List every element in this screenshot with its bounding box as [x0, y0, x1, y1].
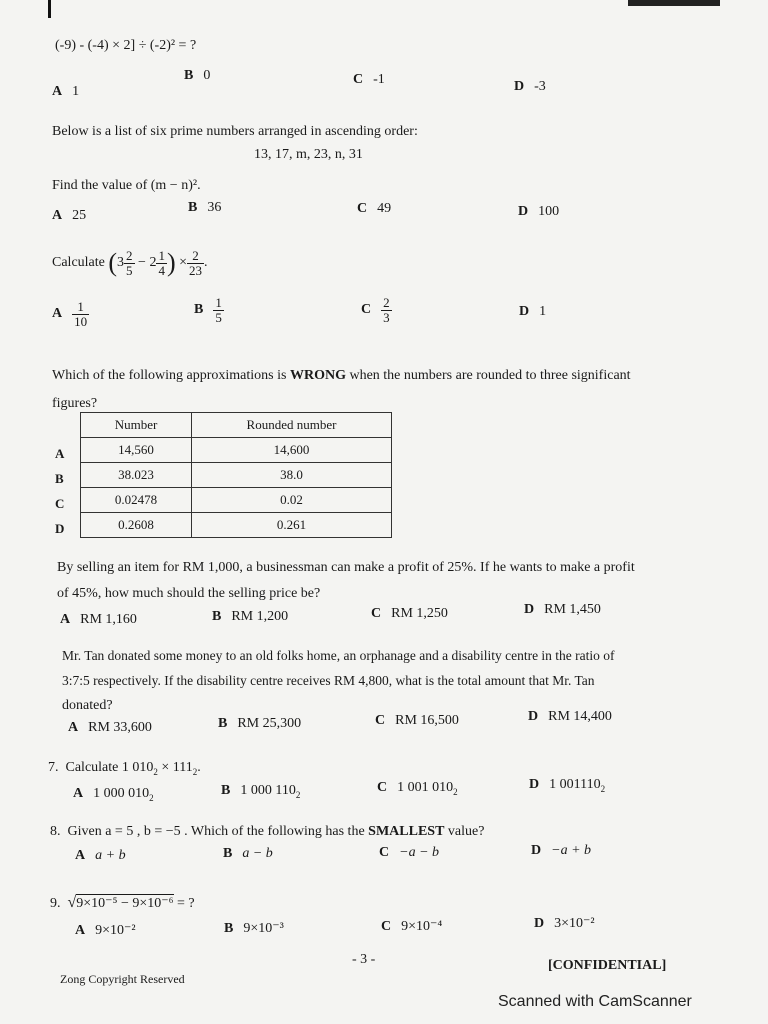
row-label-d: D: [55, 521, 65, 536]
q7-stem: 7. Calculate 1 $010_2 \times 111_2$.: [48, 760, 201, 777]
page-number: - 3 -: [352, 952, 376, 967]
q2-ask: Find the value of (m − n)².: [52, 178, 201, 193]
q2-option-d: D 100: [518, 204, 560, 219]
q9-option-d: D 3×10⁻²: [534, 916, 595, 931]
q5-option-d: D RM 1,450: [524, 602, 601, 617]
table-cell: 38.023: [81, 463, 192, 488]
q1-option-c: C -1: [353, 72, 385, 87]
q5-option-c: C RM 1,250: [371, 606, 448, 621]
q4-stem-continued: figures?: [52, 396, 98, 411]
q6-option-b: B RM 25,300: [218, 716, 302, 731]
table-cell: 0.02478: [81, 488, 192, 513]
q2-option-b: B 36: [188, 200, 222, 215]
q5-option-b: B RM 1,200: [212, 609, 289, 624]
q5-stem-line1: By selling an item for RM 1,000, a businessman can make a profit of 25%. If he wants to make a profit: [57, 560, 635, 575]
q3-option-b: B $\frac{1}{5}$: [194, 295, 222, 325]
q7-option-d: D 1 $001110_2$: [529, 777, 606, 794]
rounding-table: [80, 412, 392, 538]
q8-option-a: A a + b: [75, 848, 126, 863]
table-cell: 0.02: [192, 488, 392, 513]
table-cell: 38.0: [192, 463, 392, 488]
q3-option-c: C $\frac{2}{3}$: [361, 295, 390, 325]
q5-option-a: A RM 1,160: [60, 612, 137, 627]
table-cell: 14,560: [81, 438, 192, 463]
q8-option-c: C −a − b: [379, 845, 440, 860]
q8-stem: 8. Given a = 5 , b = −5 . Which of the following has the SMALLEST value?: [50, 824, 485, 839]
row-label-a: A: [55, 446, 65, 461]
q8-option-d: D −a + b: [531, 843, 592, 858]
q2-stem: Below is a list of six prime numbers arranged in ascending order:: [52, 124, 418, 139]
q1-option-d: D -3: [514, 79, 546, 94]
table-header: Number: [81, 413, 192, 438]
q2-list: 13, 17, m, 23, n, 31: [254, 147, 363, 162]
q6-stem-line1: Mr. Tan donated some money to an old folks home, an orphanage and a disability centre in the ratio of: [62, 648, 615, 663]
copyright-text: Zong Copyright Reserved: [60, 972, 185, 986]
q3-option-d: D 1: [519, 304, 547, 319]
q6-option-a: A RM 33,600: [68, 720, 152, 735]
table-row: [81, 438, 392, 463]
q9-option-b: B 9×10⁻³: [224, 921, 284, 936]
q2-option-a: A 25: [52, 208, 87, 223]
table-header: Rounded number: [192, 413, 392, 438]
table-cell: 0.2608: [81, 513, 192, 538]
q8-option-b: B a − b: [223, 846, 273, 861]
row-label-b: B: [55, 471, 64, 486]
q1-expression: (-9) - (-4) × 2] ÷ (-2)² = ?: [55, 38, 197, 53]
q9-stem: 9. √9×10⁻⁵ − 9×10⁻⁶ = ?: [50, 894, 195, 911]
q6-stem-line3: donated?: [62, 698, 113, 713]
q3-stem: Calculate (3 $\frac{2}{5}$ − 2 $\frac{1}{4}$ ) × $\frac{2}{23}$ .: [52, 247, 208, 278]
table-header-row: [81, 413, 392, 438]
q2-option-c: C 49: [357, 201, 392, 216]
q5-stem-line2: of 45%, how much should the selling price be?: [57, 586, 321, 601]
q6-option-c: C RM 16,500: [375, 713, 459, 728]
scan-edge-mark: [48, 0, 51, 18]
table-cell: 0.261: [192, 513, 392, 538]
q4-stem: Which of the following approximations is WRONG when the numbers are rounded to three significant: [52, 368, 631, 383]
q1-option-a: A 1: [52, 84, 80, 99]
table-row: [81, 513, 392, 538]
confidential-label: [CONFIDENTIAL]: [548, 958, 667, 973]
q9-option-a: A 9×10⁻²: [75, 923, 136, 938]
q7-option-c: C 1 001 $010_2$: [377, 780, 458, 797]
q1-option-b: B 0: [184, 68, 211, 83]
scanner-watermark: Scanned with CamScanner: [498, 993, 692, 1010]
q7-option-a: A 1 000 $010_2$: [73, 786, 154, 803]
table-row: [81, 488, 392, 513]
row-label-c: C: [55, 496, 65, 511]
q3-option-a: A $\frac{1}{10}$: [52, 299, 88, 329]
table-row: [81, 463, 392, 488]
table-cell: 14,600: [192, 438, 392, 463]
q6-stem-line2: 3:7:5 respectively. If the disability centre receives RM 4,800, what is the total amount that Mr. Tan: [62, 673, 595, 688]
q7-option-b: B 1 000 $110_2$: [221, 783, 301, 800]
q6-option-d: D RM 14,400: [528, 709, 612, 724]
scan-edge-mark: [628, 0, 720, 6]
q9-option-c: C 9×10⁻⁴: [381, 919, 443, 934]
